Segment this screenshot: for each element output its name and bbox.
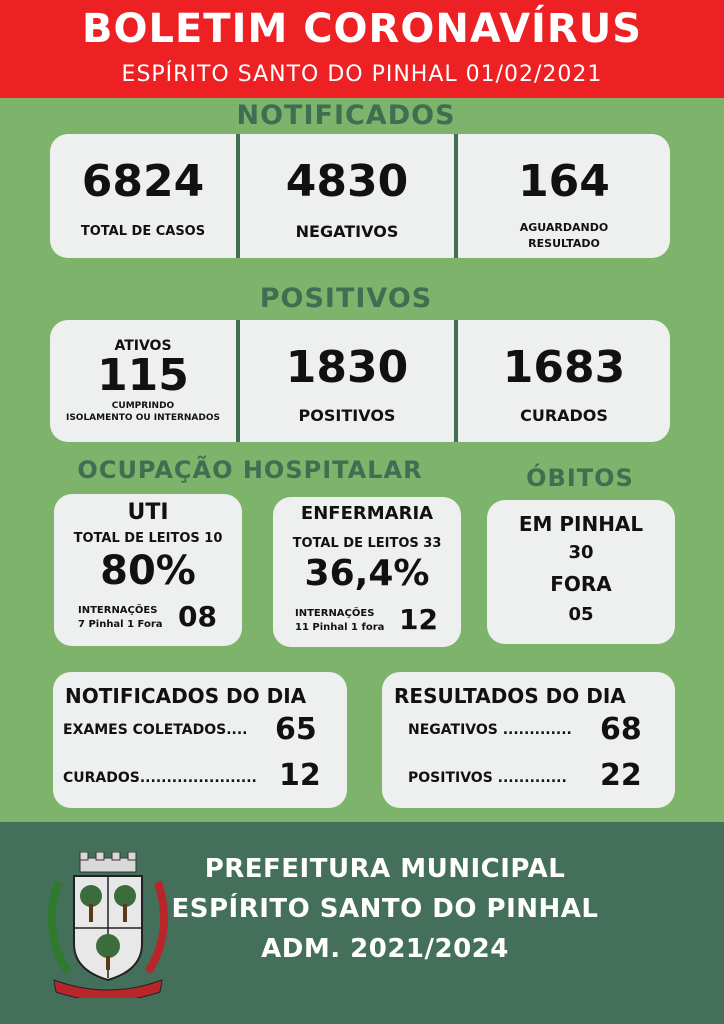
uti-internacoes-detail: 7 Pinhal 1 Fora [78, 619, 163, 630]
positivos-value: 1830 [285, 342, 409, 393]
negativos-label: NEGATIVOS [295, 222, 399, 241]
notificados-dia-card [53, 672, 347, 808]
enfermaria-internacoes-value: 12 [399, 603, 438, 636]
enfermaria-title: ENFERMARIA [300, 503, 434, 524]
uti-card [54, 494, 242, 646]
notificados-card [50, 134, 670, 258]
positivos-heading: POSITIVOS [259, 283, 433, 314]
obitos-pinhal-label: EM PINHAL [518, 512, 644, 536]
enfermaria-card [273, 497, 461, 647]
positivos-dia-value: 22 [600, 758, 642, 793]
resultados-dia-title: RESULTADOS DO DIA [394, 684, 626, 708]
enfermaria-percent: 36,4% [304, 553, 430, 594]
uti-title: UTI [127, 500, 169, 525]
ativos-note-1: CUMPRINDO [111, 401, 175, 411]
aguardando-label-2: RESULTADO [528, 237, 600, 250]
ativos-cell [50, 338, 236, 424]
exames-coletados-label: EXAMES COLETADOS.... [63, 722, 248, 738]
total-casos-value: 6824 [81, 156, 205, 207]
uti-leitos: TOTAL DE LEITOS 10 [73, 531, 223, 546]
positivos-card [50, 320, 670, 442]
uti-percent: 80% [100, 548, 196, 594]
footer-line-2: ESPÍRITO SANTO DO PINHAL [171, 894, 599, 924]
enfermaria-internacoes-label: INTERNAÇÕES [295, 608, 375, 619]
positivos-cell [240, 344, 454, 425]
obitos-fora-label: FORA [550, 572, 612, 596]
negativos-value: 4830 [285, 156, 409, 207]
ocupacao-heading: OCUPAÇÃO HOSPITALAR [77, 456, 423, 484]
notificados-dia-title: NOTIFICADOS DO DIA [65, 684, 307, 708]
resultados-dia-card [382, 672, 675, 808]
obitos-heading: ÓBITOS [526, 464, 634, 492]
footer-line-1: PREFEITURA MUNICIPAL [204, 854, 566, 884]
uti-internacoes-value: 08 [178, 600, 217, 633]
enfermaria-leitos: TOTAL DE LEITOS 33 [292, 536, 442, 551]
footer-line-3: ADM. 2021/2024 [261, 934, 509, 964]
footer [0, 822, 724, 1024]
header-banner [0, 0, 724, 98]
aguardando-cell [458, 158, 670, 252]
curados-cell [458, 344, 670, 425]
bulletin-title: BOLETIM CORONAVÍRUS [81, 6, 642, 52]
bulletin-subtitle: ESPÍRITO SANTO DO PINHAL 01/02/2021 [121, 62, 603, 87]
aguardando-label-1: AGUARDANDO [519, 221, 609, 234]
positivos-label: POSITIVOS [298, 406, 396, 425]
negativos-cell [240, 158, 454, 241]
total-casos-label: TOTAL DE CASOS [80, 224, 206, 239]
obitos-card [487, 500, 675, 644]
notificados-heading: NOTIFICADOS [236, 100, 456, 131]
obitos-pinhal-value: 30 [568, 542, 594, 563]
curados-dia-value: 12 [279, 758, 321, 793]
curados-value: 1683 [502, 342, 626, 393]
uti-internacoes-label: INTERNAÇÕES [78, 605, 158, 616]
negativos-dia-label: NEGATIVOS ............. [408, 722, 572, 738]
exames-coletados-value: 65 [275, 712, 317, 747]
total-casos-cell [50, 158, 236, 239]
aguardando-value: 164 [518, 156, 610, 207]
curados-dia-label: CURADOS...................... [63, 770, 257, 786]
negativos-dia-value: 68 [600, 712, 642, 747]
curados-label: CURADOS [520, 406, 608, 425]
ativos-value: 115 [97, 350, 189, 401]
positivos-dia-label: POSITIVOS ............. [408, 770, 567, 786]
ativos-label: ATIVOS [114, 338, 172, 354]
ativos-note-2: ISOLAMENTO OU INTERNADOS [65, 413, 221, 423]
obitos-fora-value: 05 [568, 604, 594, 625]
enfermaria-internacoes-detail: 11 Pinhal 1 fora [295, 622, 385, 633]
